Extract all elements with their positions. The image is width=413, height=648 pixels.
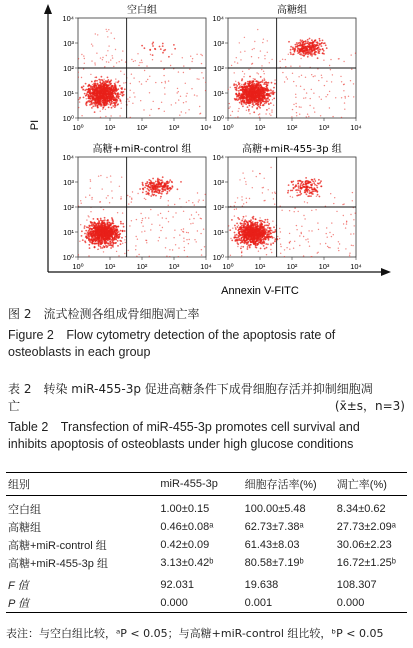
y-tick-label: 10² <box>63 64 74 73</box>
row-label: 空白组 <box>8 504 41 516</box>
y-tick-label: 10⁰ <box>62 114 74 123</box>
table-row <box>6 518 407 536</box>
scatter-panel <box>62 3 211 132</box>
y-tick-label: 10² <box>213 64 224 73</box>
table-cell: 80.58±7.19ᵇ <box>244 557 304 569</box>
dot-cloud <box>227 29 356 119</box>
x-axis-label: Annexin V-FITC <box>221 285 299 297</box>
x-tick-label: 10¹ <box>254 123 266 132</box>
table-cell: 8.34±0.62 <box>336 503 386 515</box>
table-cell: 62.73±7.38ᵃ <box>244 521 304 533</box>
table-row <box>6 572 407 594</box>
table-cell: 3.13±0.42ᵇ <box>160 557 214 569</box>
x-tick-label: 10¹ <box>104 262 116 271</box>
x-tick-label: 10³ <box>318 123 330 132</box>
x-tick-label: 10² <box>286 262 298 271</box>
y-tick-label: 10⁴ <box>212 14 224 23</box>
y-tick-label: 10² <box>63 203 74 212</box>
y-tick-label: 10² <box>213 203 224 212</box>
table-title-cn-1: 表 2 转染 miR-455-3p 促进高糖条件下成骨细胞存活并抑制细胞凋 <box>8 382 373 396</box>
y-tick-label: 10⁴ <box>62 14 74 23</box>
x-tick-label: 10³ <box>168 262 180 271</box>
y-tick-label: 10¹ <box>63 228 74 237</box>
row-label: P 值 <box>6 594 158 613</box>
table-title-en-2: inhibits apoptosis of osteoblasts under high glucose conditions <box>8 437 354 451</box>
x-tick-label: 10⁰ <box>222 123 234 132</box>
x-tick-label: 10⁴ <box>200 262 212 271</box>
y-tick-label: 10¹ <box>63 89 74 98</box>
y-tick-label: 10⁰ <box>212 253 224 262</box>
table-row <box>6 496 407 519</box>
y-tick-label: 10³ <box>63 39 74 48</box>
table-title-cn-2: 亡 <box>8 399 21 413</box>
scatter-panel <box>212 142 361 271</box>
table-cell: 0.42±0.09 <box>160 539 210 551</box>
col-header-group: 组别 <box>6 473 158 496</box>
panel-title: 高糖+miR-control 组 <box>92 144 192 155</box>
x-tick-label: 10⁴ <box>350 262 362 271</box>
x-tick-label: 10¹ <box>254 262 266 271</box>
flow-cytometry-figure <box>0 0 413 300</box>
table-cell: 61.43±8.03 <box>244 539 300 551</box>
results-table <box>6 472 407 613</box>
table-cell: 1.00±0.15 <box>160 503 210 515</box>
table-stat-note: (x̄±s，n=3) <box>334 399 405 413</box>
table-cell: 0.46±0.08ᵃ <box>160 521 214 533</box>
table-cell: 0.001 <box>243 594 335 613</box>
table-cell: 16.72±1.25ᵇ <box>336 557 396 569</box>
table-cell: 27.73±2.09ᵃ <box>336 521 396 533</box>
x-tick-label: 10³ <box>168 123 180 132</box>
y-axis-label: PI <box>29 119 41 131</box>
y-tick-label: 10¹ <box>213 228 224 237</box>
table-row <box>6 554 407 572</box>
y-tick-label: 10³ <box>63 178 74 187</box>
x-tick-label: 10² <box>136 262 148 271</box>
y-tick-label: 10⁴ <box>212 153 224 162</box>
col-header-mir: miR-455-3p <box>158 473 242 496</box>
table-cell: 19.638 <box>244 579 279 591</box>
y-tick-label: 10³ <box>213 39 224 48</box>
x-tick-label: 10⁰ <box>222 262 234 271</box>
panel-title: 高糖组 <box>277 5 307 16</box>
y-tick-label: 10⁴ <box>62 153 74 162</box>
row-label: 高糖+miR-control 组 <box>8 540 107 552</box>
x-tick-label: 10⁴ <box>350 123 362 132</box>
figure-caption-en-1: Figure 2 Flow cytometry detection of the apoptosis rate of <box>8 328 336 342</box>
y-tick-label: 10³ <box>213 178 224 187</box>
table-row <box>6 594 407 613</box>
table-cell: 30.06±2.23 <box>336 539 392 551</box>
row-label: 高糖+miR-455-3p 组 <box>8 558 108 570</box>
panel-title: 高糖+miR-455-3p 组 <box>242 144 342 155</box>
x-tick-label: 10² <box>136 123 148 132</box>
dot-cloud <box>78 175 206 257</box>
table-cell: 92.031 <box>160 579 195 591</box>
table-footnote: 表注：与空白组比较，ᵃP < 0.05；与高糖+miR-control 组比较，ᵇP < 0.05 <box>6 627 384 640</box>
panel-title: 空白组 <box>127 5 157 16</box>
table-row <box>6 536 407 554</box>
row-label: F 值 <box>8 580 29 592</box>
x-tick-label: 10² <box>286 123 298 132</box>
scatter-panel <box>212 3 361 132</box>
table-cell: 108.307 <box>336 579 377 591</box>
table-cell: 0.000 <box>158 594 242 613</box>
table-title-en-1: Table 2 Transfection of miR-455-3p promotes cell survival and <box>8 420 360 434</box>
x-tick-label: 10⁴ <box>200 123 212 132</box>
row-label: 高糖组 <box>8 522 41 534</box>
y-tick-label: 10¹ <box>213 89 224 98</box>
y-tick-label: 10⁰ <box>212 114 224 123</box>
figure-caption-cn: 图 2 流式检测各组成骨细胞凋亡率 <box>8 307 200 321</box>
dot-cloud <box>78 29 207 118</box>
y-tick-label: 10⁰ <box>62 253 74 262</box>
x-tick-label: 10⁰ <box>72 262 84 271</box>
table-cell: 100.00±5.48 <box>244 503 306 515</box>
x-tick-label: 10¹ <box>104 123 116 132</box>
dot-cloud <box>228 167 356 258</box>
table-cell: 0.000 <box>335 594 407 613</box>
figure-caption-en-2: osteoblasts in each group <box>8 345 151 359</box>
col-header-survival: 细胞存活率(%) <box>243 473 335 496</box>
col-header-apoptosis: 凋亡率(%) <box>335 473 407 496</box>
scatter-panel <box>62 142 211 271</box>
x-tick-label: 10⁰ <box>72 123 84 132</box>
x-tick-label: 10³ <box>318 262 330 271</box>
